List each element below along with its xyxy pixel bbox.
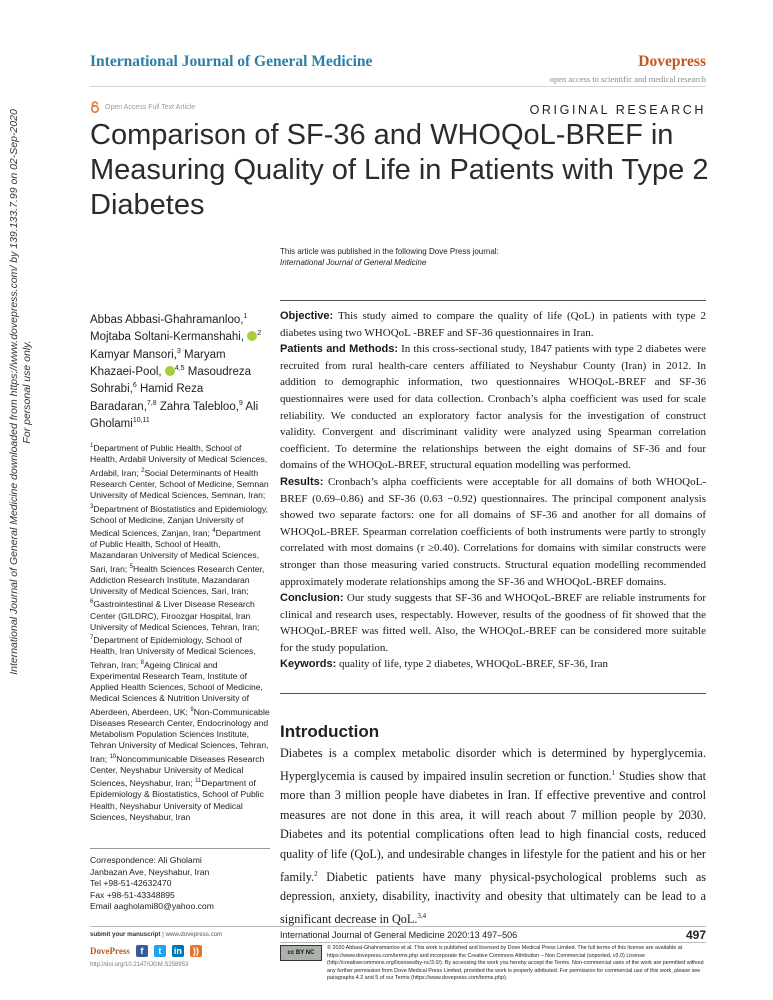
correspondence-address: Janbazan Ave, Neyshabur, Iran bbox=[90, 866, 210, 877]
license-divider bbox=[280, 942, 706, 943]
author-column bbox=[90, 310, 270, 823]
affiliation-number: 4 bbox=[212, 527, 216, 534]
header-divider bbox=[90, 86, 706, 87]
affiliation-text: Gastrointestinal & Liver Disease Research Center (GILDRC), Firoozgar Hospital, Iran University of Medical Sciences, Tehran, Iran; bbox=[90, 599, 260, 632]
abstract-top-divider bbox=[280, 300, 706, 301]
author-affiliation-ref: 1 bbox=[243, 313, 248, 320]
objective-label: Objective: bbox=[280, 310, 334, 322]
methods-label: Patients and Methods: bbox=[280, 343, 399, 356]
abstract-methods bbox=[280, 341, 706, 474]
cc-badge-label: cc BY NC bbox=[287, 950, 315, 956]
results-label: Results: bbox=[280, 475, 324, 488]
keywords-text: quality of life, type 2 diabetes, WHOQoL-BREF, SF-36, Iran bbox=[336, 658, 608, 671]
affiliation-number: 7 bbox=[90, 635, 94, 642]
license-text: © 2020 Abbasi-Ghahramanloo et al. This work is published and licensed by Dove Medical Press Limited. The full terms of this license are available at https://www.dovepress.com/terms.php and incorporate the Creative Commons Attribution – Non Commercial (unported, v3.0) License (http://creativecommons.org/licenses/by-nc/3.0/). By accessing the work you hereby accept the Terms. Non-commercial uses of the work are permitted without any further permission from Dove Medical Press Limited, provided the work is properly attributed. For permission for commercial use of this work, please see paragraphs 4.2 and 5 of our Terms (https://www.dovepress.com/terms.php). bbox=[327, 945, 704, 982]
submit-site: | www.dovepress.com bbox=[160, 931, 223, 938]
article-type: ORIGINAL RESEARCH bbox=[529, 103, 706, 117]
author-list bbox=[90, 310, 270, 431]
affiliation-list bbox=[90, 441, 270, 823]
orcid-icon[interactable] bbox=[247, 331, 257, 341]
published-note-journal[interactable]: International Journal of General Medicine bbox=[280, 258, 427, 267]
page-number: 497 bbox=[685, 928, 706, 942]
affiliation-number: 11 bbox=[195, 778, 202, 785]
author-affiliation-ref: 3 bbox=[176, 347, 181, 355]
affiliation-number: 9 bbox=[190, 706, 194, 713]
affiliation-text: Noncommunicable Diseases Research Center, Neyshabur University of Medical Sciences, Neyshabur, Iran; bbox=[90, 753, 265, 789]
author-name[interactable]: Hamid Reza Baradaran, bbox=[90, 383, 204, 413]
correspondence-block bbox=[90, 855, 270, 913]
methods-text: In this cross-sectional study, 1847 patients with type 2 diabetes were recruited from rural health-care centers affiliated to Neyshabur County (Iran) in 2012. In addition to demographic information, two questionnaires WHOQoL-BREF and SF-36 questionnaires were used for data collection. Cronbach’s alpha coefficient was used for scale reliability. We conducted an exploratory factor analysis for the investigation of construct validity. Convergent and discriminant validity were analyzed using Spearman correlation coefficient. To determine the relationships between the eight domains of SF-36 and four domains of the WHOQoL-BREF, structural equation modelling was performed. bbox=[280, 343, 707, 472]
affiliation-text: Ageing Clinical and Experimental Research Team, Institute of Applied Health Sciences, School of Medicine, Medical Sciences & Nutrition University of Aberdeen, Aberdeen, UK; bbox=[90, 659, 263, 717]
footer-divider bbox=[90, 926, 706, 927]
citation-link[interactable]: 1 bbox=[611, 768, 616, 777]
affiliation-text: Department of Public Health, School of Health, Ardabil University of Medical Sciences, Ardabil, Iran; bbox=[90, 443, 268, 478]
affiliation-number: 1 bbox=[90, 443, 94, 450]
abstract bbox=[280, 308, 706, 673]
intro-text-part: Studies show that more than 3 million people have diabetes in Iran. If effective preventive and control measures are not done in this area, it will reach about 7 million people by 2030. Diabetes and its potential complications often lead to high financial costs, reduced quality of life (QoL), and undesirable changes in lifestyle for the patient and his or her family. bbox=[280, 768, 706, 884]
objective-text: This study aimed to compare the quality of life (QoL) in patients with type 2 diabetes using two WHOQoL -BREF and SF-36 questionnaires in Iran. bbox=[280, 310, 706, 339]
intro-text-part: Diabetic patients have many physical-psychological problems such as depression, anxiety, disability, inactivity and obesity that ultimately can be lead to a significant decrease in QoL. bbox=[280, 869, 706, 926]
open-access-badge bbox=[90, 101, 195, 113]
author-name[interactable]: Maryam Khazaei-Pool, bbox=[90, 348, 226, 378]
submit-label: submit your manuscript bbox=[90, 931, 161, 938]
footer-brand-block bbox=[90, 931, 270, 968]
author-affiliation-ref: 4,5 bbox=[174, 364, 185, 372]
journal-title[interactable]: International Journal of General Medicine bbox=[90, 53, 373, 70]
download-notice bbox=[8, 92, 68, 692]
abstract-results bbox=[280, 474, 706, 590]
author-name[interactable]: Abbas Abbasi-Ghahramanloo, bbox=[90, 313, 244, 326]
author-name[interactable]: Masoudreza Sohrabi, bbox=[90, 365, 252, 396]
twitter-icon[interactable]: t bbox=[154, 945, 166, 957]
author-affiliation-ref: 2 bbox=[257, 330, 262, 338]
article-title: Comparison of SF-36 and WHOQoL-BREF in Measuring Quality of Life in Patients with Type 2 Diabetes bbox=[90, 119, 709, 221]
citation-link[interactable]: 2 bbox=[314, 869, 318, 878]
keywords-label: Keywords: bbox=[280, 658, 337, 671]
affiliation-text: Non-Communicable Diseases Research Center, Endocrinology and Metabolism Population Sciences Institute, Tehran University of Medical Sciences, Tehran, Iran; bbox=[90, 706, 270, 764]
introduction-text bbox=[280, 744, 706, 930]
submit-manuscript[interactable] bbox=[90, 931, 270, 938]
correspondence-name: Correspondence: Ali Gholami bbox=[90, 855, 202, 865]
affiliation-number: 6 bbox=[90, 599, 94, 606]
affiliation-text: Department of Biostatistics and Epidemiology, School of Medicine, Zanjan University of Medical Sciences, Zanjan, Iran; bbox=[90, 503, 269, 538]
author-name[interactable]: Kamyar Mansori, bbox=[90, 348, 177, 361]
rss-icon[interactable]: )) bbox=[190, 945, 202, 957]
correspondence-fax: Fax +98-51-43348895 bbox=[90, 889, 175, 900]
creative-commons-badge[interactable] bbox=[280, 945, 322, 961]
footer-journal-citation: International Journal of General Medicine 2020:13 497–506 bbox=[280, 930, 518, 940]
author-name[interactable]: Ali Gholami bbox=[90, 400, 259, 430]
abstract-objective bbox=[280, 308, 706, 341]
download-notice-line: International Journal of General Medicine downloaded from https://www.dovepress.com/ by 139.133.7.99 on 02-Sep-2020 bbox=[8, 109, 20, 675]
affiliation-number: 2 bbox=[141, 467, 145, 474]
author-affiliation-ref: 9 bbox=[238, 399, 243, 407]
author-affiliation-ref: 7,8 bbox=[146, 399, 157, 407]
affiliation-text: Social Determinants of Health Research Center, School of Medicine, Semnan University of Medical Sciences, Semnan, Iran; bbox=[90, 467, 269, 501]
affiliation-text: Department of Epidemiology, School of Health, Iran University of Medical Sciences, Tehran, Iran; bbox=[90, 635, 256, 670]
author-affiliation-ref: 6 bbox=[132, 382, 137, 390]
abstract-keywords bbox=[280, 656, 706, 673]
abstract-bottom-divider bbox=[280, 693, 706, 694]
author-affiliation-ref: 10,11 bbox=[132, 416, 150, 424]
published-note-text: This article was published in the following Dove Press journal: bbox=[280, 247, 499, 256]
personal-use-notice: For personal use only. bbox=[21, 340, 33, 444]
citation-link[interactable]: 3,4 bbox=[417, 911, 427, 920]
correspondence-email[interactable]: Email aagholami80@yahoo.com bbox=[90, 901, 214, 911]
dovepress-logo[interactable]: Dovepress bbox=[638, 53, 706, 70]
conclusion-text: Our study suggests that SF-36 and WHOQoL-BREF are reliable instruments for clinical and research uses, respectably. However, results of the goodness of fit showed that the WHOQoL-BREF was fitted well. Also, the WHOQoL-BREF can be considered more suitable for the study population. bbox=[280, 592, 706, 654]
affiliation-text: Department of Public Health, School of Health, Mazandaran University of Medical Sciences, Sari, Iran; bbox=[90, 527, 261, 574]
footer-social-row bbox=[90, 945, 270, 957]
conclusion-label: Conclusion: bbox=[280, 592, 344, 605]
open-access-label: Open Access Full Text Article bbox=[105, 103, 196, 111]
affiliation-text: Department of Epidemiology & Biostatistics, School of Public Health, Neyshabur University of Medical Sciences, Neyshabur, Iran bbox=[90, 778, 264, 822]
results-text: Cronbach’s alpha coefficients were acceptable for all domains of both WHOQoL-BREF (0.69–0.86) and SF-36 (0.63 −0.92) questionnaires. The principal component analysis showed two separate factors: one for all domains of SF-36 and another for all domains of WHOQoL-BREF. Spearman correlation coefficients of both instruments were partly to strongly correlated with most domains (r ≥0.40). Correlations for domains with similar constructs were stronger than those measuring varied constructs. Structural equation modelling recommended approximately moderate relationships among the SF-36 and WHOQoL-BREF domains. bbox=[280, 475, 706, 588]
published-note bbox=[280, 246, 499, 268]
intro-text-part: Diabetes is a complex metabolic disorder which is determined by hyperglycemia. Hyperglycemia is caused by impaired insulin secretion or function. bbox=[280, 746, 706, 783]
affiliation-text: Health Sciences Research Center, Addiction Research Institute, Mazandaran University of Medical Sciences, Sari, Iran; bbox=[90, 563, 265, 597]
affiliation-number: 3 bbox=[90, 503, 94, 510]
author-name[interactable]: Mojtaba Soltani-Kermanshahi, bbox=[90, 331, 245, 344]
author-name[interactable]: Zahra Talebloo, bbox=[159, 400, 239, 413]
correspondence-divider bbox=[90, 848, 270, 849]
doi-link[interactable]: http://doi.org/10.2147/IJGM.S258953 bbox=[90, 962, 189, 968]
dovepress-tagline: open access to scientific and medical research bbox=[549, 74, 706, 84]
abstract-conclusion bbox=[280, 590, 706, 656]
linkedin-icon[interactable]: in bbox=[173, 946, 182, 956]
affiliation-number: 5 bbox=[129, 563, 133, 570]
open-access-icon bbox=[90, 101, 100, 113]
affiliation-number: 10 bbox=[109, 753, 117, 760]
facebook-icon[interactable]: f bbox=[136, 945, 148, 957]
orcid-icon[interactable] bbox=[165, 366, 175, 376]
introduction-heading: Introduction bbox=[280, 722, 380, 741]
footer-dovepress-logo[interactable]: DovePress bbox=[90, 946, 130, 956]
license-block bbox=[280, 945, 706, 983]
affiliation-number: 8 bbox=[140, 659, 144, 666]
correspondence-tel: Tel +98-51-42632470 bbox=[90, 878, 172, 888]
